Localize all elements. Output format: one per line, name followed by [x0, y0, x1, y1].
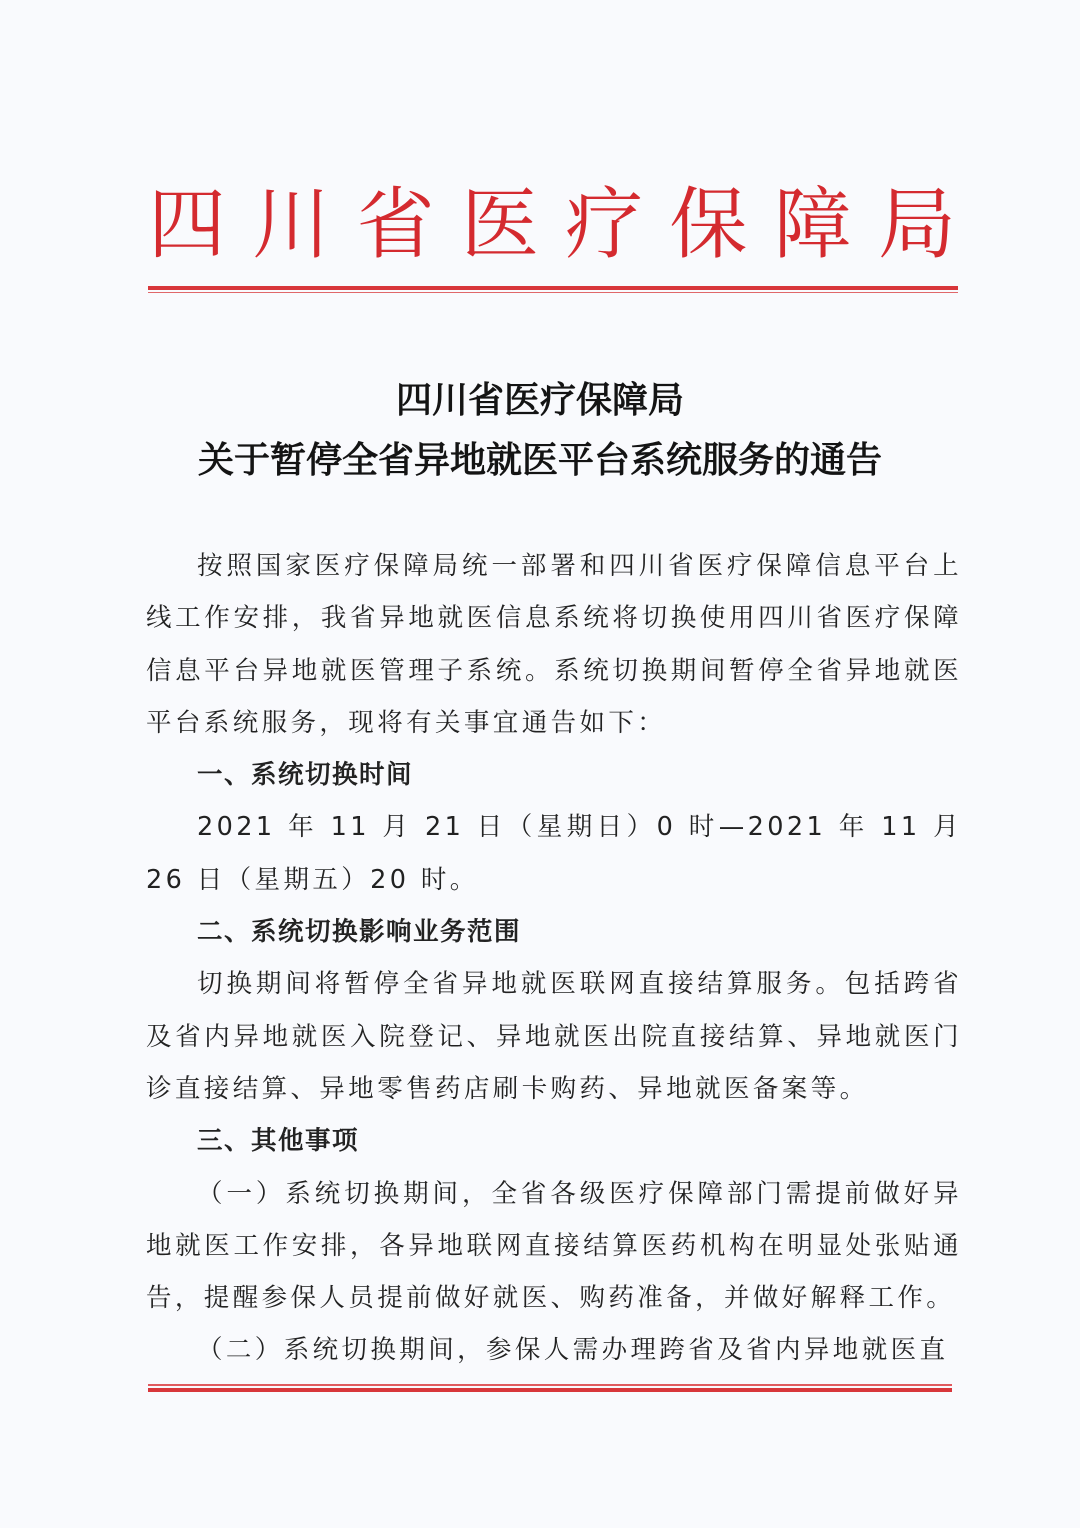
masthead-title: [148, 180, 956, 270]
section-3-item-1: （一）系统切换期间，全省各级医疗保障部门需提前做好异地就医工作安排，各异地联网直接结算医药机构在明显处张贴通告，提醒参保人员提前做好就医、购药准备，并做好解释工作。: [146, 1178, 962, 1314]
masthead-char: 疗: [565, 180, 644, 270]
rule-thin-line: [148, 292, 958, 293]
document-body: [146, 540, 962, 1377]
header-red-rule: [148, 286, 958, 293]
section-2-paragraph: 切换期间将暂停全省异地就医联网直接结算服务。包括跨省及省内异地就医入院登记、异地就医出院直接结算、异地就医门诊直接结算、异地零售药店刷卡购药、异地就医备案等。: [146, 969, 962, 1104]
masthead-char: 障: [773, 180, 852, 270]
masthead-char: 医: [460, 180, 539, 270]
intro-paragraph: 按照国家医疗保障局统一部署和四川省医疗保障信息平台上线工作安排，我省异地就医信息系统将切换使用四川省医疗保障信息平台异地就医管理子系统。系统切换期间暂停全省异地就医平台系统服务，现将有关事宜通告如下：: [146, 551, 962, 738]
document-title-subject: 关于暂停全省异地就医平台系统服务的通告: [197, 439, 882, 481]
section-heading-3: 三、其他事项: [197, 1126, 360, 1157]
section-heading-1: 一、系统切换时间: [197, 760, 414, 791]
masthead-char: 川: [252, 180, 331, 270]
masthead-char: 省: [356, 180, 435, 270]
masthead-char: 保: [669, 180, 748, 270]
masthead-char: 四: [148, 180, 227, 270]
document-title-issuer: 四川省医疗保障局: [395, 379, 684, 421]
section-3-item-2: （二）系统切换期间，参保人需办理跨省及省内异地就医直: [197, 1335, 949, 1366]
section-heading-2: 二、系统切换影响业务范围: [197, 917, 522, 948]
section-1-paragraph: 2021 年 11 月 21 日（星期日）0 时—2021 年 11 月 26 日（星期五）20 时。: [146, 812, 962, 895]
footer-red-rule: [148, 1384, 952, 1392]
rule-thick-line: [148, 1388, 952, 1392]
masthead-char: 局: [877, 180, 956, 270]
